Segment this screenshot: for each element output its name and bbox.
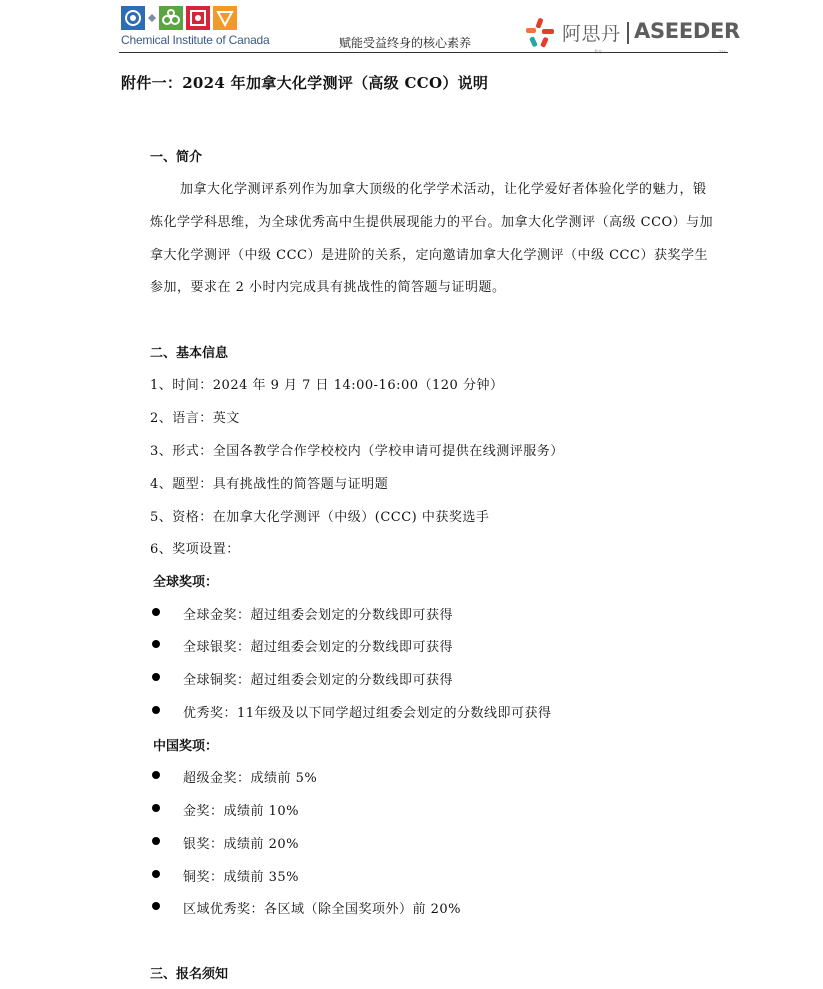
bullet-icon bbox=[152, 673, 160, 681]
bullet-icon bbox=[152, 902, 160, 910]
bullet-icon bbox=[152, 837, 160, 845]
china-award-item: 铜奖：成绩前 35% bbox=[183, 870, 300, 885]
section-heading-basic-info: 二、基本信息 bbox=[150, 346, 229, 361]
header-slogan: 赋能受益终身的核心素养 bbox=[339, 36, 472, 50]
info-item-awards: 6、奖项设置： bbox=[150, 542, 240, 557]
cic-blue-icon bbox=[121, 6, 145, 30]
bullet-icon bbox=[152, 640, 160, 648]
intro-paragraph-line: 炼化学学科思维，为全球优秀高中生提供展现能力的平台。加拿大化学测评（高级 CCO）与加 bbox=[150, 215, 714, 230]
header-divider bbox=[119, 52, 728, 53]
section-heading-intro: 一、简介 bbox=[150, 150, 203, 165]
bullet-icon bbox=[152, 608, 160, 616]
global-award-item: 全球铜奖：超过组委会划定的分数线即可获得 bbox=[183, 673, 454, 688]
global-awards-heading: 全球奖项： bbox=[153, 575, 219, 590]
bullet-icon bbox=[152, 771, 160, 779]
document-title: 附件一：2024 年加拿大化学测评（高级 CCO）说明 bbox=[121, 74, 489, 92]
cic-green-icon bbox=[159, 6, 183, 30]
info-item-question-type: 4、题型：具有挑战性的简答题与证明题 bbox=[150, 477, 389, 492]
china-award-item: 区域优秀奖：各区域（除全国奖项外）前 20% bbox=[183, 902, 462, 917]
intro-paragraph-line: 加拿大化学测评系列作为加拿大顶级的化学学术活动，让化学爱好者体验化学的魅力，锻 bbox=[180, 182, 707, 197]
aseeder-sprout-icon bbox=[523, 16, 557, 50]
intro-paragraph-line: 拿大化学测评（中级 CCC）是进阶的关系，定向邀请加拿大化学测评（中级 CCC）获奖学生 bbox=[150, 248, 708, 263]
cic-logo-icons bbox=[121, 5, 237, 31]
info-item-format: 3、形式：全国各教学合作学校校内（学校申请可提供在线测评服务） bbox=[150, 444, 564, 459]
aseeder-brand-cn: 阿思丹 bbox=[562, 23, 621, 45]
global-award-item: 全球金奖：超过组委会划定的分数线即可获得 bbox=[183, 608, 454, 623]
intro-paragraph-line: 参加，要求在 2 小时内完成具有挑战性的简答题与证明题。 bbox=[150, 280, 506, 295]
aseeder-divider bbox=[627, 22, 629, 44]
china-award-item: 超级金奖：成绩前 5% bbox=[183, 771, 318, 786]
page-header bbox=[0, 0, 823, 56]
info-item-time: 1、时间：2024 年 9 月 7 日 14:00-16:00（120 分钟） bbox=[150, 378, 504, 393]
aseeder-brand-en: ASEEDER bbox=[634, 19, 740, 43]
cic-logo bbox=[121, 5, 271, 45]
cic-diamond-icon bbox=[148, 6, 156, 30]
global-award-item: 全球银奖：超过组委会划定的分数线即可获得 bbox=[183, 640, 454, 655]
china-award-item: 银奖：成绩前 20% bbox=[183, 837, 300, 852]
info-item-language: 2、语言：英文 bbox=[150, 411, 240, 426]
global-award-item: 优秀奖：11年级及以下同学超过组委会划定的分数线即可获得 bbox=[183, 706, 552, 721]
aseeder-logo bbox=[523, 16, 740, 50]
cic-red-icon bbox=[186, 6, 210, 30]
china-award-item: 金奖：成绩前 10% bbox=[183, 804, 300, 819]
bullet-icon bbox=[152, 706, 160, 714]
china-awards-heading: 中国奖项： bbox=[153, 739, 219, 754]
section-heading-registration: 三、报名须知 bbox=[150, 967, 229, 982]
cic-orange-icon bbox=[213, 6, 237, 30]
bullet-icon bbox=[152, 870, 160, 878]
cic-org-name: Chemical Institute of Canada bbox=[121, 33, 270, 47]
bullet-icon bbox=[152, 804, 160, 812]
info-item-eligibility: 5、资格：在加拿大化学测评（中级）(CCC) 中获奖选手 bbox=[150, 510, 490, 525]
